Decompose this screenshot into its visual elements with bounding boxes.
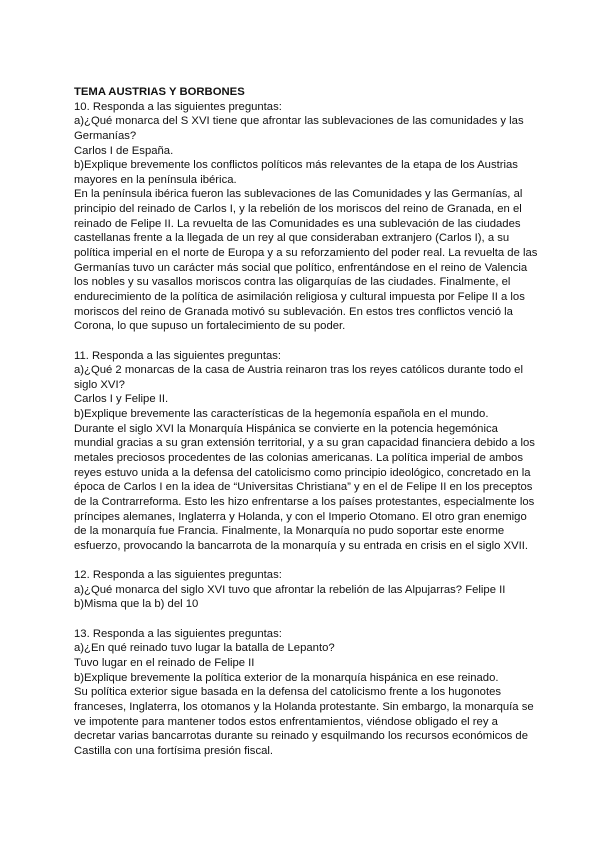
text-line: principio del reinado de Carlos I, y la rebelión de los moriscos del reino de Granada, en el	[74, 203, 522, 216]
text-line: En la península ibérica fueron las sublevaciones de las Comunidades y las Germanías, al	[74, 188, 523, 201]
text-line: 13. Responda a las siguientes preguntas:	[74, 627, 282, 640]
text-line: época de Carlos I en la idea de “Universitas Christiana” y en el de Felipe II en los preceptos	[74, 481, 533, 494]
text-line: endurecimiento de la política de asimilación religiosa y cultural impuesta por Felipe II a los	[74, 290, 525, 303]
text-line: mayores en la península ibérica.	[74, 173, 237, 186]
text-line: moriscos del reino de Granada motivó su sublevación. En estos tres conflictos venció la	[74, 305, 513, 318]
document-title: TEMA AUSTRIAS Y BORBONES	[74, 86, 245, 98]
text-line: metales preciosos procedentes de las colonias americanas. La política imperial de ambos	[74, 452, 523, 465]
text-line: reyes estuvo unida a la defensa del catolicismo como principio ideológico, concretado en la	[74, 466, 531, 479]
text-line: b)Misma que la b) del 10	[74, 598, 199, 611]
blank-line	[74, 554, 544, 569]
text-line: a)¿En qué reinado tuvo lugar la batalla de Lepanto?	[74, 642, 335, 655]
text-line: Germanías tuvo un carácter más social que político, enfrentándose en el reino de Valencia	[74, 261, 528, 274]
text-line: 12. Responda a las siguientes preguntas:	[74, 569, 282, 582]
text-line: Germanías?	[74, 129, 137, 142]
text-line: Su política exterior sigue basada en la defensa del catolicismo frente a los hugonotes	[74, 686, 502, 699]
text-line: 10. Responda a las siguientes preguntas:	[74, 100, 282, 113]
text-line: castellanas frente a la llegada de un rey al que consideraban extranjero (Carlos I), a su	[74, 232, 510, 245]
text-line: príncipes alemanes, Inglaterra y Holanda, y con el Imperio Otomano. El otro gran enemigo	[74, 510, 527, 523]
text-line: Tuvo lugar en el reinado de Felipe II	[74, 656, 255, 669]
text-line: decretar varias bancarrotas durante su reinado y esquilmando los recursos económicos de	[74, 730, 528, 743]
text-line: política imperial en el norte de Europa y a su reforzamiento del poder real. La revuelta de las	[74, 247, 538, 260]
text-line: 11. Responda a las siguientes preguntas:	[74, 349, 282, 362]
text-line: b)Explique brevemente la política exterior de la monarquía hispánica en ese reinado.	[74, 671, 499, 684]
text-line: de la monarquía fue Francia. Finalmente, la Monarquía no pudo soportar este enorme	[74, 525, 505, 538]
text-line: a)¿Qué monarca del S XVI tiene que afrontar las sublevaciones de las comunidades y las	[74, 115, 524, 128]
text-line: b)Explique brevemente los conflictos políticos más relevantes de la etapa de los Austrias	[74, 159, 518, 172]
text-line: Durante el siglo XVI la Monarquía Hispánica se convierte en la potencia hegemónica	[74, 422, 498, 435]
text-line: franceses, Inglaterra, los otomanos y la Holanda protestante. Sin embargo, la monarquía se	[74, 700, 534, 713]
text-line: de la Contrarreforma. Esto les hizo enfrentarse a los países protestantes, especialmente los	[74, 495, 535, 508]
text-line: a)¿Qué monarca del siglo XVI tuvo que afrontar la rebelión de las Alpujarras? Felipe II	[74, 583, 506, 596]
blank-line	[74, 612, 544, 627]
text-line: mundial gracias a su gran extensión territorial, y a su gran capacidad financiera debido a los	[74, 437, 535, 450]
text-line: Carlos I y Felipe II.	[74, 393, 169, 406]
document-page	[74, 85, 544, 758]
text-line: esfuerzo, provocando la bancarrota de la monarquía y su entrada en crisis en el siglo XVII.	[74, 539, 529, 552]
text-line: reinado de Felipe II. La revuelta de las Comunidades es una sublevación de las ciudades	[74, 217, 521, 230]
text-line: Castilla con una fortísima presión fiscal.	[74, 744, 274, 757]
text-line: Carlos I de España.	[74, 144, 174, 157]
text-line: b)Explique brevemente las características de la hegemonía española en el mundo.	[74, 408, 489, 421]
text-line: los nobles y su vasallos moriscos contra las oligarquías de las ciudades. Finalmente, el	[74, 276, 511, 289]
text-line: ve impotente para mantener todos estos enfrentamientos, viéndose obligado el rey a	[74, 715, 498, 728]
text-line: siglo XVI?	[74, 378, 125, 391]
blank-line	[74, 334, 544, 349]
document-body	[74, 100, 544, 759]
text-line: a)¿Qué 2 monarcas de la casa de Austria reinaron tras los reyes católicos durante todo el	[74, 364, 523, 377]
text-line: Corona, lo que supuso un fortalecimiento de su poder.	[74, 320, 346, 333]
